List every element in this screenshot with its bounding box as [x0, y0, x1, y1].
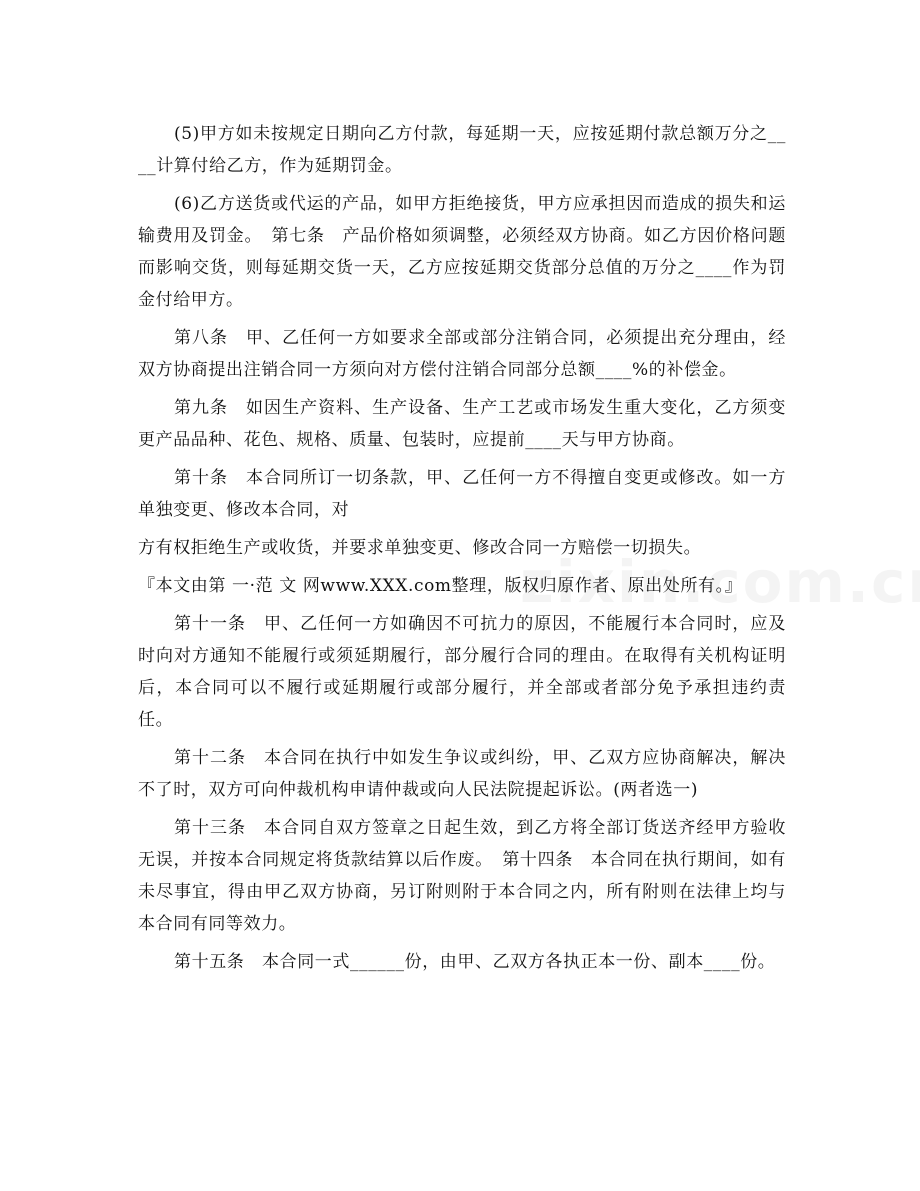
paragraph-article-9: 第九条 如因生产资料、生产设备、生产工艺或市场发生重大变化，乙方须变更产品品种、花色、规格、质量、包装时，应提前____天与甲方协商。 [138, 398, 786, 450]
paragraph-article-11: 第十一条 甲、乙任何一方如确因不可抗力的原因，不能履行本合同时，应及时向对方通知不能履行或须延期履行，部分履行合同的理由。在取得有关机构证明后，本合同可以不履行或延期履行或部分履行，并全部或者部分免予承担违约责任。 [138, 614, 786, 730]
paragraph-article-12: 第十二条 本合同在执行中如发生争议或纠纷，甲、乙双方应协商解决，解决不了时，双方可向仲裁机构申请仲裁或向人民法院提起诉讼。(两者选一) [138, 748, 786, 800]
paragraph-article-10: 第十条 本合同所订一切条款，甲、乙任何一方不得擅自变更或修改。如一方单独变更、修改本合同，对 [138, 468, 786, 520]
paragraph-article-15: 第十五条 本合同一式______份，由甲、乙双方各执正本一份、副本____份。 [174, 952, 776, 972]
paragraph-article-10-continued: 方有权拒绝生产或收货，并要求单独变更、修改合同一方赔偿一切损失。 [138, 538, 702, 558]
paragraph-article-8: 第八条 甲、乙任何一方如要求全部或部分注销合同，必须提出充分理由，经双方协商提出注销合同一方须向对方偿付注销合同部分总额____%的补偿金。 [138, 328, 786, 380]
paragraph-article-13-and-14: 第十三条 本合同自双方签章之日起生效，到乙方将全部订货送齐经甲方验收无误，并按本合同规定将货款结算以后作废。 第十四条 本合同在执行期间，如有未尽事宜，得由甲乙双方协商，另订附则附于本合同之内，所有附则在法律上均与本合同有同等效力。 [138, 818, 786, 934]
document-body [138, 118, 786, 984]
paragraph-clause-6-and-7: (6)乙方送货或代运的产品，如甲方拒绝接货，甲方应承担因而造成的损失和运输费用及罚金。 第七条 产品价格如须调整，必须经双方协商。如乙方因价格问题而影响交货，则每延期交货一天，乙方应按延期交货部分总值的万分之____作为罚金付给甲方。 [138, 194, 786, 310]
paragraph-source-note: 『本文由第 一·范 文 网www.XXX.com整理，版权归原作者、原出处所有。』 [138, 576, 743, 596]
paragraph-clause-5-penalty: (5)甲方如未按规定日期向乙方付款，每延期一天，应按延期付款总额万分之____计算付给乙方，作为延期罚金。 [138, 124, 786, 176]
